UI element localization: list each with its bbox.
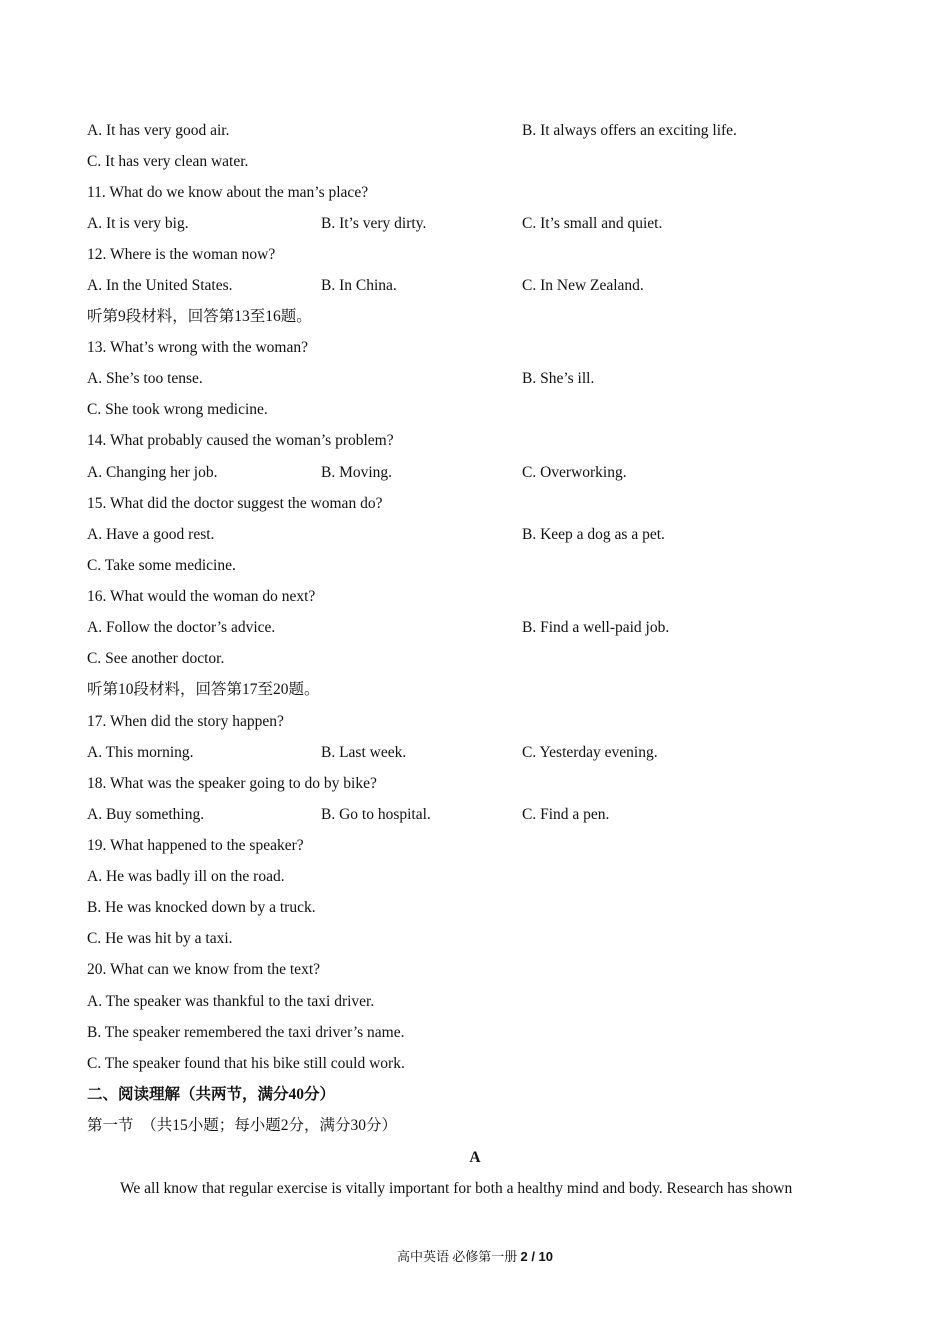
q15-option-c: C. Take some medicine. <box>87 557 236 574</box>
q20-question: 20. What can we know from the text? <box>87 961 320 978</box>
section-10-instruction: 听第10段材料，回答第17至20题。 <box>87 681 320 698</box>
q13-option-a: A. She’s too tense. <box>87 370 203 387</box>
q14-option-c: C. Overworking. <box>522 464 627 481</box>
q19-question: 19. What happened to the speaker? <box>87 837 304 854</box>
q10-option-a: A. It has very good air. <box>87 122 230 139</box>
q17-option-c: C. Yesterday evening. <box>522 744 658 761</box>
q12-question: 12. Where is the woman now? <box>87 246 276 263</box>
q15-question: 15. What did the doctor suggest the woman do? <box>87 495 383 512</box>
page-number: 2 / 10 <box>520 1249 554 1264</box>
q18-option-a: A. Buy something. <box>87 806 205 823</box>
q20-option-b: B. The speaker remembered the taxi driver’s name. <box>87 1024 405 1041</box>
q16-option-a: A. Follow the doctor’s advice. <box>87 619 276 636</box>
q11-question: 11. What do we know about the man’s place? <box>87 184 369 201</box>
q12-option-a: A. In the United States. <box>87 277 233 294</box>
passage-label: A <box>469 1149 481 1166</box>
footer-title: 高中英语 必修第一册 <box>396 1249 518 1264</box>
q11-option-c: C. It’s small and quiet. <box>522 215 663 232</box>
section-1-heading: 第一节 （共15小题；每小题2分，满分30分） <box>87 1117 398 1134</box>
q13-option-c: C. She took wrong medicine. <box>87 401 268 418</box>
q19-option-b: B. He was knocked down by a truck. <box>87 899 316 916</box>
q20-option-a: A. The speaker was thankful to the taxi driver. <box>87 993 375 1010</box>
q14-question: 14. What probably caused the woman’s problem? <box>87 432 394 449</box>
q20-option-c: C. The speaker found that his bike still could work. <box>87 1055 405 1072</box>
q12-option-c: C. In New Zealand. <box>522 277 644 294</box>
q16-question: 16. What would the woman do next? <box>87 588 316 605</box>
q11-option-b: B. It’s very dirty. <box>321 215 427 232</box>
passage-text: We all know that regular exercise is vitally important for both a healthy mind and body. Research has shown <box>120 1180 793 1197</box>
q17-option-b: B. Last week. <box>321 744 407 761</box>
q15-option-b: B. Keep a dog as a pet. <box>522 526 665 543</box>
q16-option-b: B. Find a well-paid job. <box>522 619 670 636</box>
q10-option-c: C. It has very clean water. <box>87 153 249 170</box>
q17-option-a: A. This morning. <box>87 744 194 761</box>
q11-option-a: A. It is very big. <box>87 215 189 232</box>
q18-option-c: C. Find a pen. <box>522 806 610 823</box>
page-footer <box>0 1246 950 1265</box>
q18-question: 18. What was the speaker going to do by bike? <box>87 775 377 792</box>
q13-option-b: B. She’s ill. <box>522 370 595 387</box>
q14-option-b: B. Moving. <box>321 464 393 481</box>
q17-question: 17. When did the story happen? <box>87 713 284 730</box>
q14-option-a: A. Changing her job. <box>87 464 218 481</box>
q18-option-b: B. Go to hospital. <box>321 806 431 823</box>
q15-option-a: A. Have a good rest. <box>87 526 215 543</box>
section-9-instruction: 听第9段材料，回答第13至16题。 <box>87 308 312 325</box>
q12-option-b: B. In China. <box>321 277 397 294</box>
q19-option-c: C. He was hit by a taxi. <box>87 930 233 947</box>
q19-option-a: A. He was badly ill on the road. <box>87 868 285 885</box>
q10-option-b: B. It always offers an exciting life. <box>522 122 737 139</box>
q13-question: 13. What’s wrong with the woman? <box>87 339 308 356</box>
q16-option-c: C. See another doctor. <box>87 650 225 667</box>
part-2-heading: 二、阅读理解（共两节，满分40分） <box>87 1086 336 1103</box>
